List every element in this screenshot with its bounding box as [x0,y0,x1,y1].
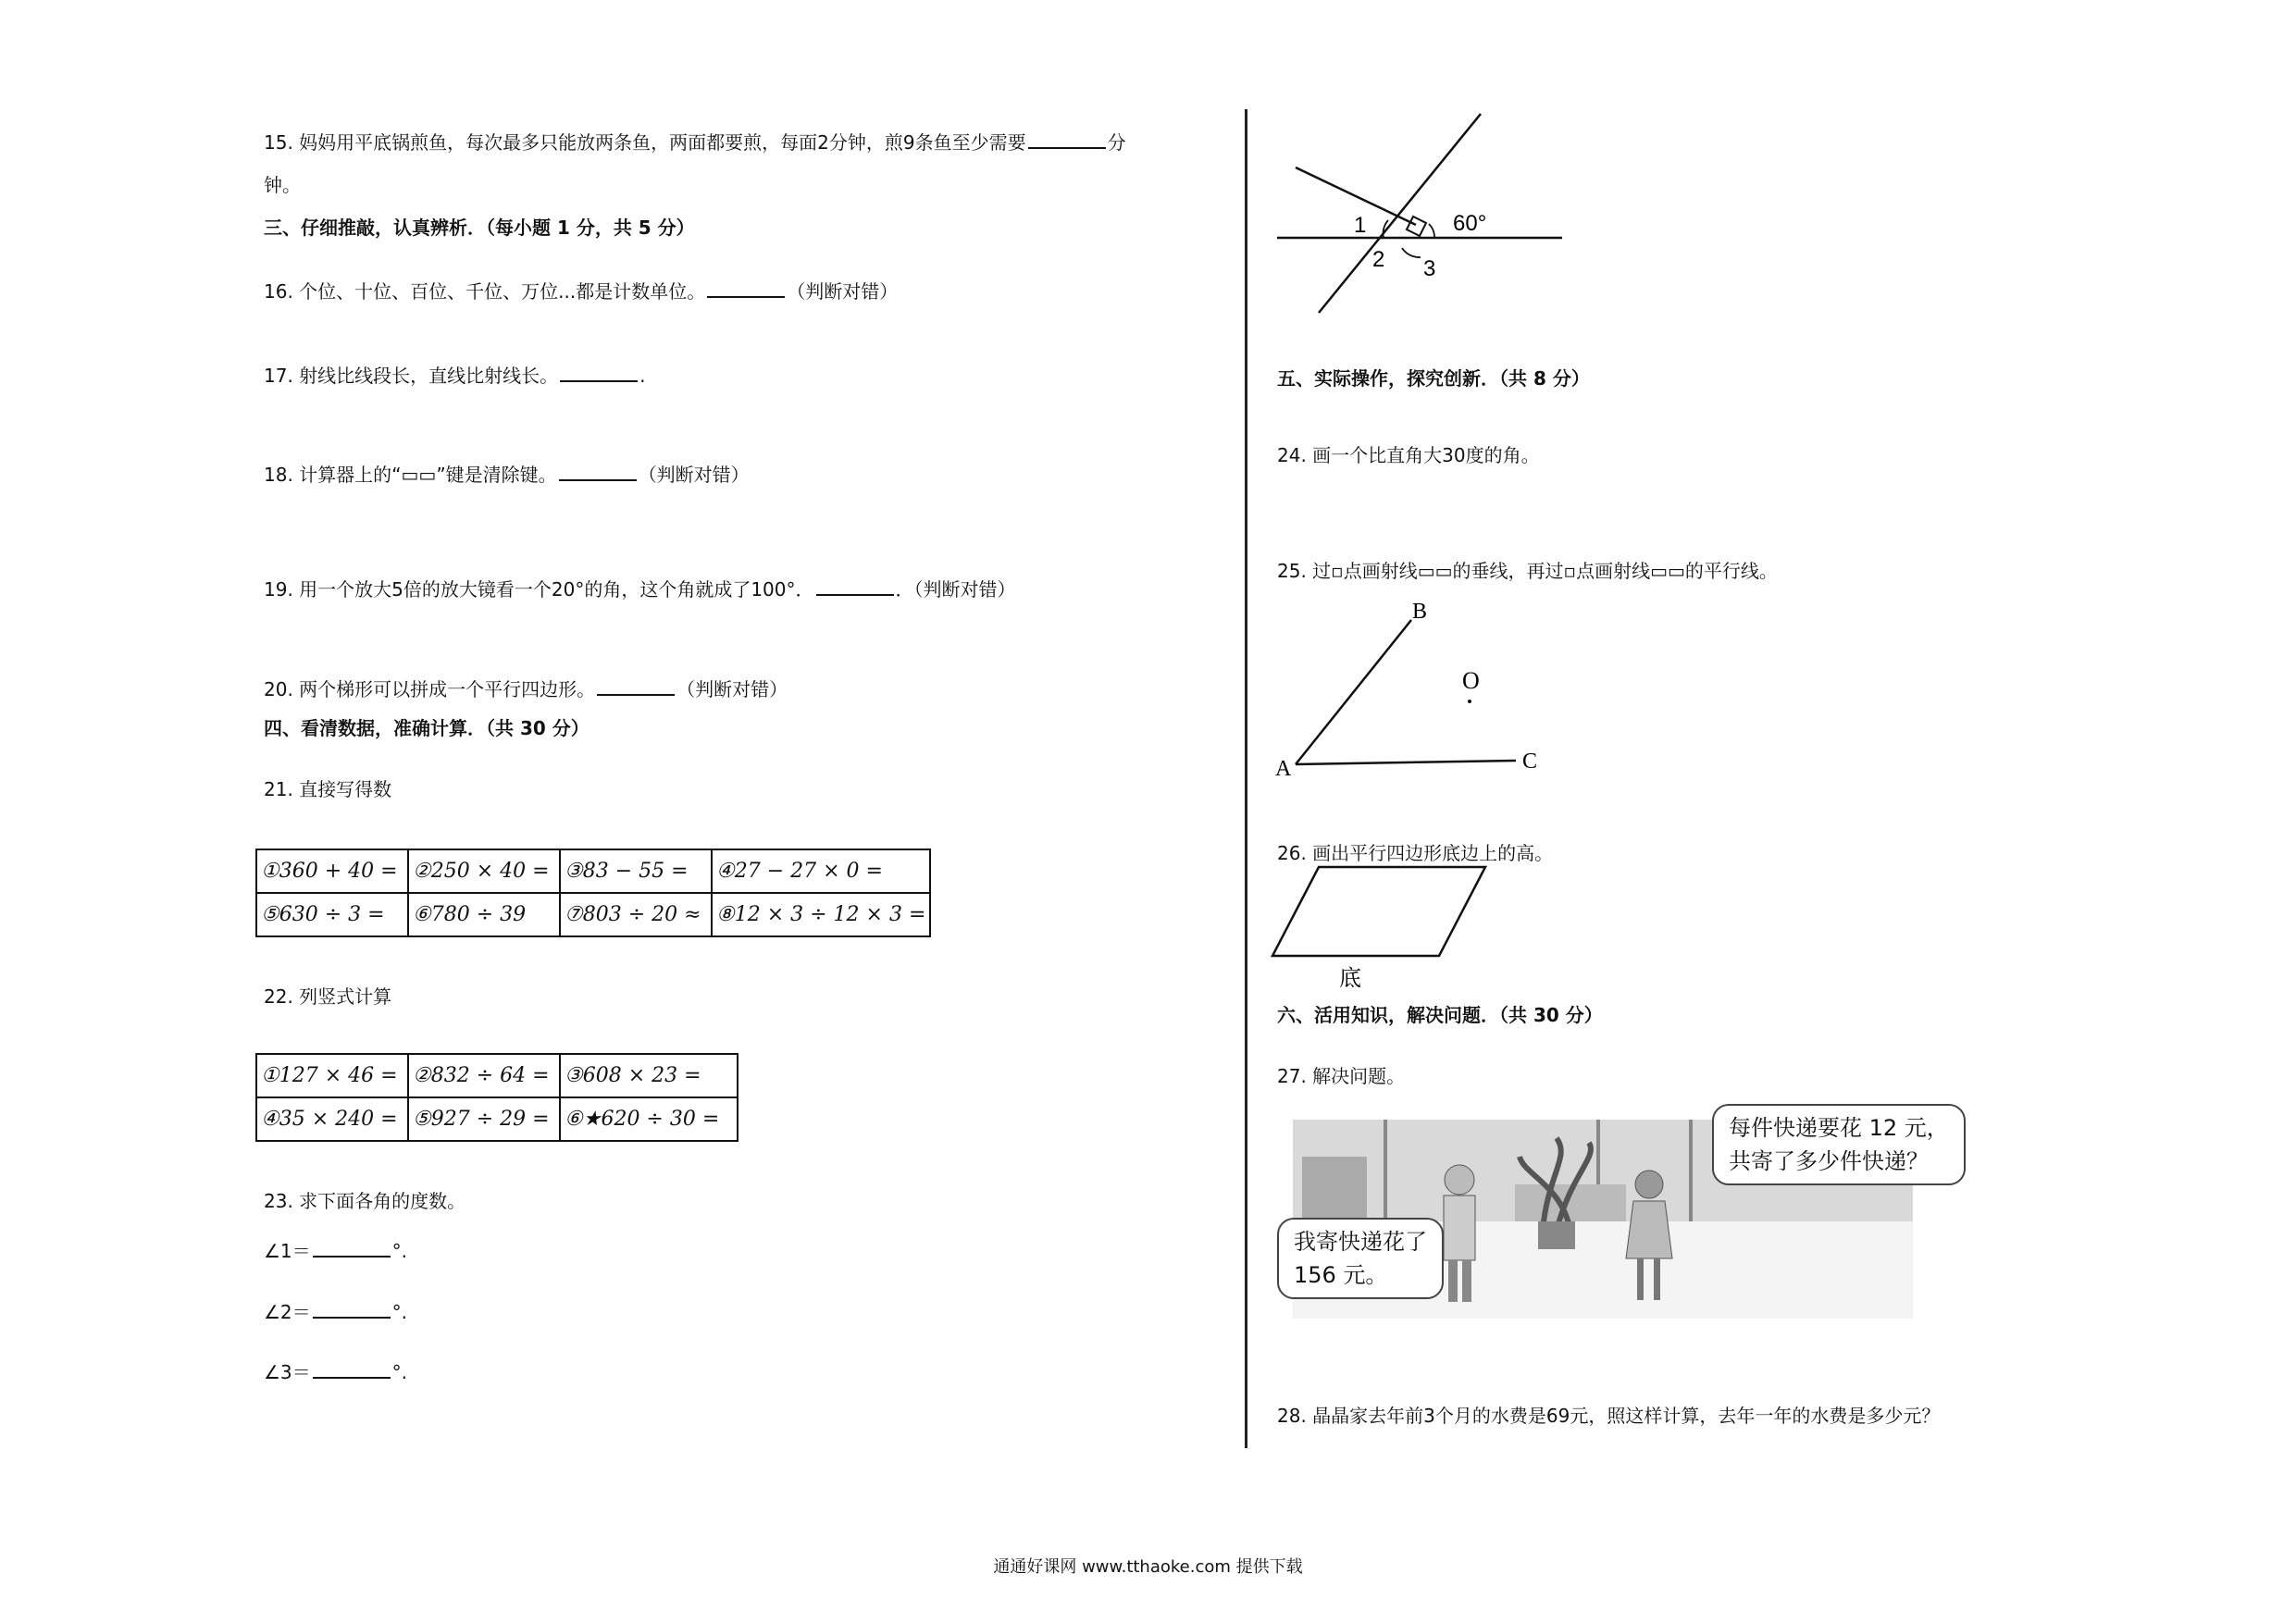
q28: 28. 晶晶家去年前3个月的水费是69元，照这样计算，去年一年的水费是多少元？ [1277,1405,1941,1427]
q20-blank[interactable] [597,677,675,696]
angle-arc-60 [1429,224,1434,238]
q24: 24. 画一个比直角大30度的角。 [1277,444,1540,466]
q23-blank-3[interactable] [313,1360,391,1379]
q21-cell: ⑥780 ÷ 39 [408,893,560,936]
footer-credit: 通通好课网 www.tthaoke.com 提供下载 [993,1557,1303,1577]
girl-body [1626,1201,1672,1258]
q19: 19. 用一个放大5倍的放大镜看一个20°的角，这个角就成了100°． ．（判断对错） [264,578,1016,601]
q17: 17. 射线比线段长，直线比射线长。 . [264,365,646,387]
angle-label-2: 2 [1372,247,1385,272]
q21-cell: ⑧12 × 3 ÷ 12 × 3 = [712,893,930,936]
q22-cell: ⑥★620 ÷ 30 = [560,1097,738,1141]
q23-angle3: ∠3＝ °. [264,1361,408,1383]
q23-blank-1[interactable] [313,1239,391,1258]
angle-arc-2 [1402,248,1421,257]
q21-cell: ⑤630 ÷ 3 = [256,893,408,936]
angle-label-60: 60° [1453,211,1487,236]
girl-speech-bubble: 每件快递要花 12 元， 共寄了多少件快递？ [1712,1104,1966,1185]
ray-ac [1296,761,1516,764]
q16: 16. 个位、十位、百位、千位、万位...都是计数单位。 （判断对错） [264,280,899,303]
boy-speech-bubble: 我寄快递花了 156 元。 [1277,1218,1444,1299]
q21-table [255,849,931,937]
parallelogram-figure [1272,865,1495,990]
parallelogram [1272,867,1485,956]
q22-cell: ③608 × 23 = [560,1054,738,1097]
q15-line2: 钟。 [264,174,301,196]
angle-figure [1268,109,1573,350]
boy-head [1445,1165,1474,1195]
girl-head [1635,1171,1663,1198]
base-label: 底 [1339,965,1361,991]
q22-cell: ②832 ÷ 64 = [408,1054,560,1097]
seated-person [1302,1157,1367,1221]
q23-angle2: ∠2＝ °. [264,1301,408,1323]
column-divider [1245,109,1247,1448]
section6-heading: 六、活用知识，解决问题．（共 30 分） [1277,1004,1603,1026]
q19-blank[interactable] [816,577,894,596]
section5-heading: 五、实际操作，探究创新．（共 8 分） [1277,367,1590,390]
q16-blank[interactable] [707,279,785,298]
boy-body [1444,1196,1475,1260]
q22-table [255,1053,738,1142]
plant-pot [1538,1221,1575,1249]
q17-blank[interactable] [560,364,638,382]
ray-ab [1296,620,1411,764]
q15-line1: 15. 妈妈用平底锅煎鱼，每次最多只能放两条鱼，两面都要煎，每面2分钟，煎9条鱼至少需要 分 [264,131,1126,154]
label-c: C [1522,750,1538,774]
q23-angle1: ∠1＝ °. [264,1240,408,1262]
angle-label-1: 1 [1354,213,1367,238]
q26: 26. 画出平行四边形底边上的高。 [1277,842,1554,864]
q18: 18. 计算器上的“▭▭”键是清除键。 （判断对错） [264,464,750,486]
q21-cell: ①360 + 40 = [256,849,408,893]
q27: 27. 解决问题。 [1277,1065,1406,1087]
q22-title: 22. 列竖式计算 [264,985,392,1008]
q21-cell: ④27 − 27 × 0 = [712,849,930,893]
label-a: A [1275,757,1292,781]
q20: 20. 两个梯形可以拼成一个平行四边形。 （判断对错） [264,678,788,700]
right-angle-mark [1407,217,1426,236]
q21-cell: ⑦803 ÷ 20 ≈ [560,893,712,936]
q23-blank-2[interactable] [313,1300,391,1319]
q21-title: 21. 直接写得数 [264,778,392,800]
q25: 25. 过▫点画射线▭▭的垂线，再过▫点画射线▭▭的平行线。 [1277,560,1778,582]
section3-heading: 三、仔细推敲，认真辨析．（每小题 1 分，共 5 分） [264,217,695,239]
q15-blank[interactable] [1028,130,1106,149]
angle-label-3: 3 [1423,256,1436,281]
q22-cell: ⑤927 ÷ 29 = [408,1097,560,1141]
point-o [1468,700,1471,703]
label-b: B [1412,600,1428,624]
label-o: O [1462,667,1480,694]
q21-cell: ②250 × 40 = [408,849,560,893]
q21-cell: ③83 − 55 = [560,849,712,893]
q18-blank[interactable] [559,463,637,481]
section4-heading: 四、看清数据，准确计算．（共 30 分） [264,717,590,739]
q22-cell: ①127 × 46 = [256,1054,408,1097]
q23-title: 23. 求下面各角的度数。 [264,1190,466,1212]
ray-figure [1268,592,1564,787]
q22-cell: ④35 × 240 = [256,1097,408,1141]
